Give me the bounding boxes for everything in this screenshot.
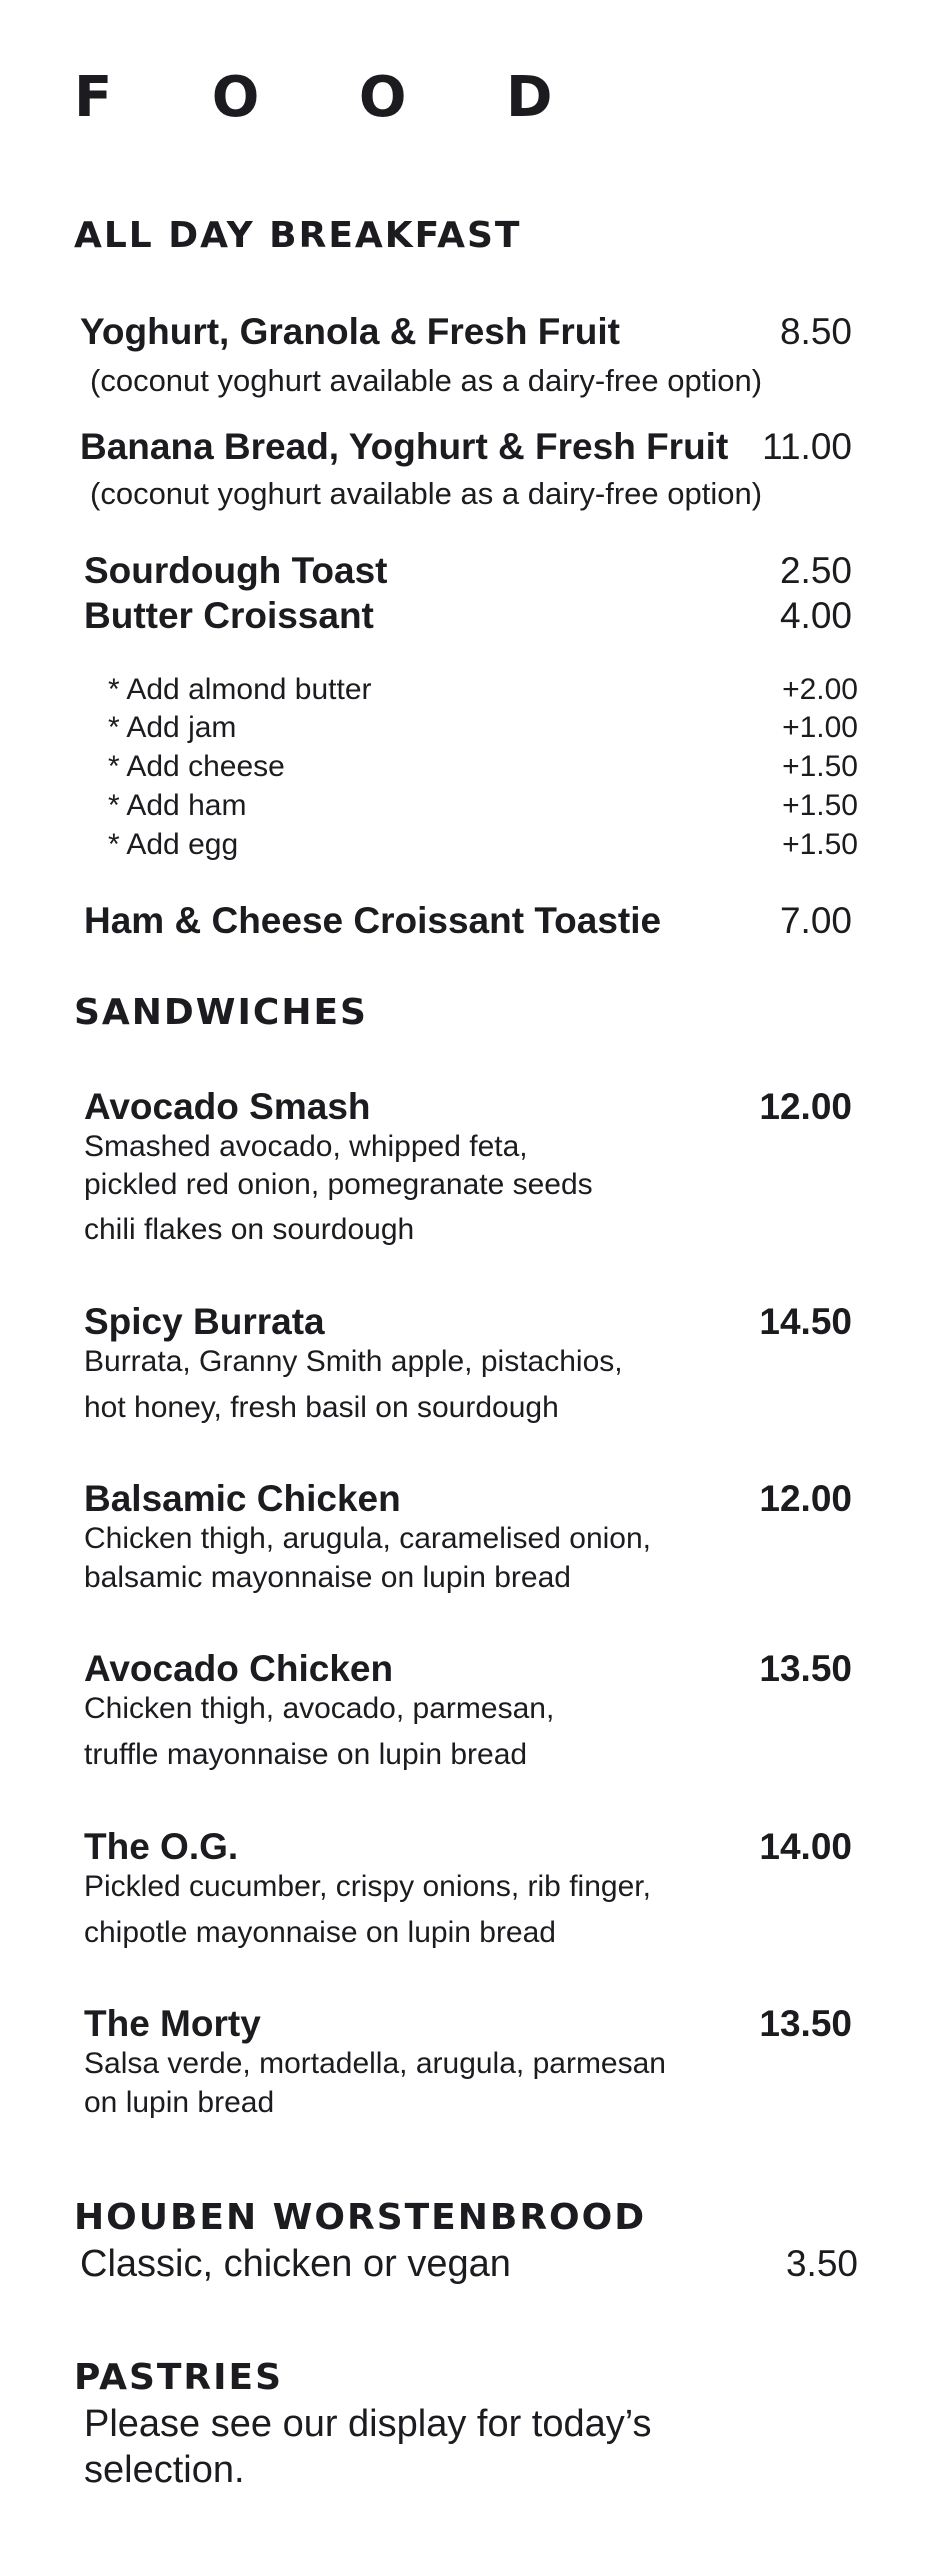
addon-label: * Add almond butter — [108, 673, 372, 706]
sandwich-description: hot honey, fresh basil on sourdough — [84, 1391, 559, 1424]
section-heading-pastries: PASTRIES — [74, 2357, 284, 2398]
sandwich-price: 12.00 — [759, 1086, 852, 1127]
addon-price: +1.50 — [782, 789, 858, 822]
sandwich-description: truffle mayonnaise on lupin bread — [84, 1738, 528, 1771]
sandwich-name: The Morty — [84, 2003, 261, 2044]
worstenbrood-options: Classic, chicken or vegan — [80, 2243, 511, 2285]
pastries-text: selection. — [84, 2449, 245, 2491]
addon-price: +2.00 — [782, 673, 858, 706]
menu-item-name: Sourdough Toast — [84, 550, 388, 591]
addon-price: +1.00 — [782, 711, 858, 744]
sandwich-name: Avocado Smash — [84, 1086, 371, 1127]
sandwich-name: Balsamic Chicken — [84, 1478, 401, 1519]
sandwich-description: Pickled cucumber, crispy onions, rib finger, — [84, 1870, 651, 1903]
sandwich-description: Smashed avocado, whipped feta, — [84, 1130, 528, 1163]
menu-item-note: (coconut yoghurt available as a dairy-free option) — [90, 476, 763, 511]
menu-item-price: 8.50 — [779, 311, 852, 352]
addon-label: * Add egg — [108, 828, 239, 861]
sandwich-description: Salsa verde, mortadella, arugula, parmesan — [84, 2047, 666, 2080]
sandwich-description: pickled red onion, pomegranate seeds — [84, 1168, 593, 1201]
pastries-text: Please see our display for today’s — [84, 2403, 652, 2445]
menu-item-name: Ham & Cheese Croissant Toastie — [84, 900, 662, 941]
sandwich-name: The O.G. — [84, 1826, 239, 1867]
sandwich-description: on lupin bread — [84, 2086, 275, 2119]
section-heading-worstenbrood: HOUBEN WORSTENBROOD — [74, 2197, 647, 2238]
menu-item-price: 2.50 — [779, 550, 852, 591]
sandwich-description: chipotle mayonnaise on lupin bread — [84, 1916, 556, 1949]
worstenbrood-price: 3.50 — [785, 2243, 858, 2284]
sandwich-description: chili flakes on sourdough — [84, 1213, 415, 1246]
menu-item-note: (coconut yoghurt available as a dairy-free option) — [90, 363, 763, 398]
sandwich-description: balsamic mayonnaise on lupin bread — [84, 1561, 571, 1594]
section-heading-sandwiches: SANDWICHES — [74, 992, 368, 1033]
menu-item-price: 4.00 — [779, 595, 852, 636]
sandwich-price: 13.50 — [759, 2003, 852, 2044]
menu-item-name: Butter Croissant — [84, 595, 374, 636]
addon-price: +1.50 — [782, 750, 858, 783]
addon-price: +1.50 — [782, 828, 858, 861]
sandwich-name: Spicy Burrata — [84, 1301, 325, 1342]
sandwich-name: Avocado Chicken — [84, 1648, 394, 1689]
page-title: F O O D — [74, 65, 593, 130]
addon-label: * Add jam — [108, 711, 237, 744]
sandwich-description: Burrata, Granny Smith apple, pistachios, — [84, 1345, 623, 1378]
sandwich-price: 14.50 — [759, 1301, 852, 1342]
sandwich-description: Chicken thigh, avocado, parmesan, — [84, 1692, 555, 1725]
menu-item-name: Banana Bread, Yoghurt & Fresh Fruit — [80, 426, 729, 467]
menu-item-price: 7.00 — [779, 900, 852, 941]
menu-item-price: 11.00 — [762, 426, 852, 467]
addon-label: * Add cheese — [108, 750, 285, 783]
menu-item-name: Yoghurt, Granola & Fresh Fruit — [80, 311, 620, 352]
sandwich-price: 13.50 — [759, 1648, 852, 1689]
sandwich-price: 12.00 — [759, 1478, 852, 1519]
section-heading-breakfast: ALL DAY BREAKFAST — [74, 215, 522, 256]
sandwich-description: Chicken thigh, arugula, caramelised onion, — [84, 1522, 651, 1555]
addon-label: * Add ham — [108, 789, 247, 822]
sandwich-price: 14.00 — [759, 1826, 852, 1867]
